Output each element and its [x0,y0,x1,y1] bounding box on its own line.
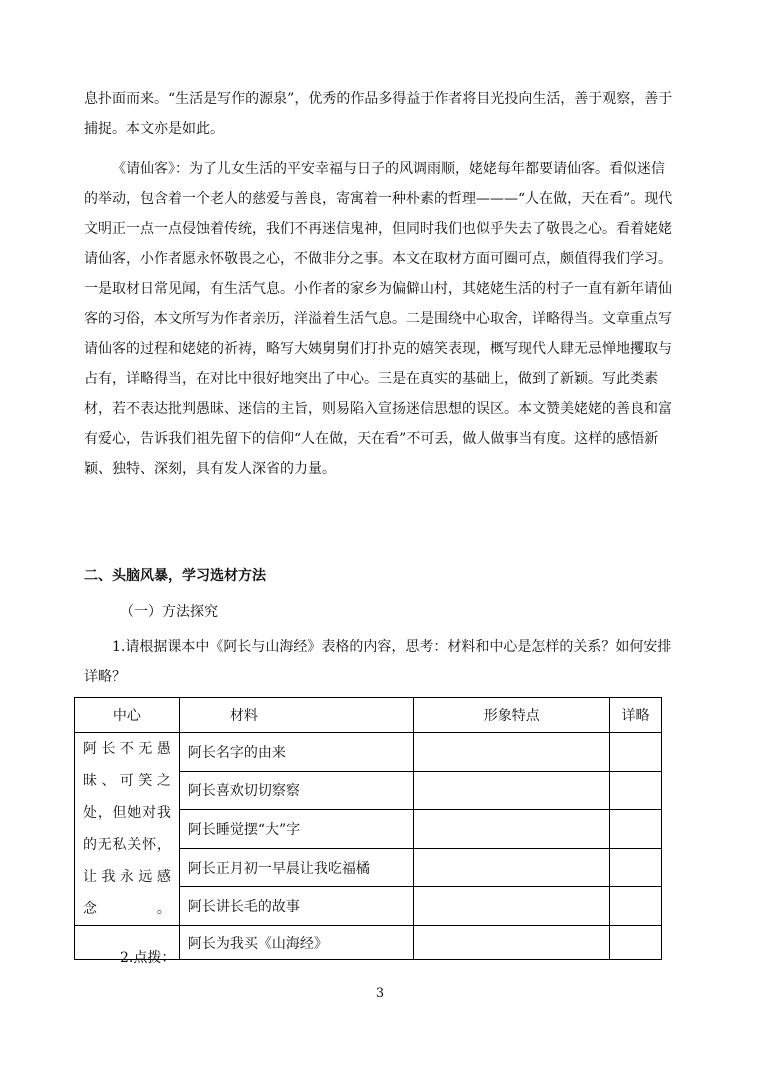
table-header-row [75,698,662,733]
material-table [74,697,662,960]
page-number: 3 [375,986,385,1001]
subsection-heading: （一）方法探究 [120,604,218,620]
header-traits: 形象特点 [414,698,610,733]
material-cell: 阿长喜欢切切察察 [179,771,414,810]
detail-cell[interactable] [610,733,662,772]
material-cell: 阿长正月初一早晨让我吃福橘 [179,848,414,887]
detail-cell[interactable] [610,926,662,960]
traits-cell[interactable] [414,848,610,887]
question-2: 2.点拨： [120,950,176,966]
question-1: 1.请根据课本中《阿长与山海经》表格的内容，思考：材料和中心是怎样的关系？如何安排详略？ [84,639,672,685]
section-heading: 二、头脑风暴，学习选材方法 [84,568,266,584]
traits-cell[interactable] [414,887,610,926]
paragraph-qingxianke-commentary: 《请仙客》：为了儿女生活的平安幸福与日子的风调雨顺，姥姥每年都要请仙客。看似迷信的举动，包含着一个老人的慈爱与善良，寄寓着一种朴素的哲理———“人在做，天在看”。现代文明正一点一点侵蚀着传统，我们不再迷信鬼神，但同时我们也似乎失去了敬畏之心。看着姥姥请仙客，小作者愿永怀敬畏之心，不做非分之事。本文在取材方面可圈可点，颇值得我们学习。一是取材日常见闻，有生活气息。小作者的家乡为偏僻山村，其姥姥生活的村子一直有新年请仙客的习俗，本文所写为作者亲历，洋溢着生活气息。二是围绕中心取舍，详略得当。文章重点写请仙客的过程和姥姥的祈祷，略写大姨舅舅们打扑克的嬉笑表现，概写现代人肆无忌惮地攫取与占有，详略得当，在对比中很好地突出了中心。三是在真实的基础上，做到了新颖。写此类素材，若不表达批判愚昧、迷信的主旨，则易陷入宣扬迷信思想的误区。本文赞美姥姥的善良和富有爱心，告诉我们祖先留下的信仰“人在做，天在看”不可丢，做人做事当有度。这样的感悟新颖、独特、深刻，具有发人深省的力量。 [84,161,673,477]
header-detail: 详略 [610,698,662,733]
traits-cell[interactable] [414,926,610,960]
material-cell: 阿长为我买《山海经》 [179,926,414,960]
header-center: 中心 [75,698,180,733]
traits-cell[interactable] [414,810,610,849]
paragraph-intro-tail: 息扑面而来。“生活是写作的源泉”，优秀的作品多得益于作者将目光投向生活，善于观察，善于捕捉。本文亦是如此。 [84,91,673,137]
header-material: 材料 [179,698,414,733]
detail-cell[interactable] [610,771,662,810]
detail-cell[interactable] [610,810,662,849]
detail-cell[interactable] [610,887,662,926]
center-theme-cell: 阿长不无愚昧、可笑之处，但她对我的无私关怀，让我永远感念。 [75,733,180,926]
traits-cell[interactable] [414,733,610,772]
material-cell: 阿长睡觉摆“大”字 [179,810,414,849]
traits-cell[interactable] [414,771,610,810]
table-row [75,733,662,772]
detail-cell[interactable] [610,848,662,887]
material-cell: 阿长名字的由来 [179,733,414,772]
material-cell: 阿长讲长毛的故事 [179,887,414,926]
